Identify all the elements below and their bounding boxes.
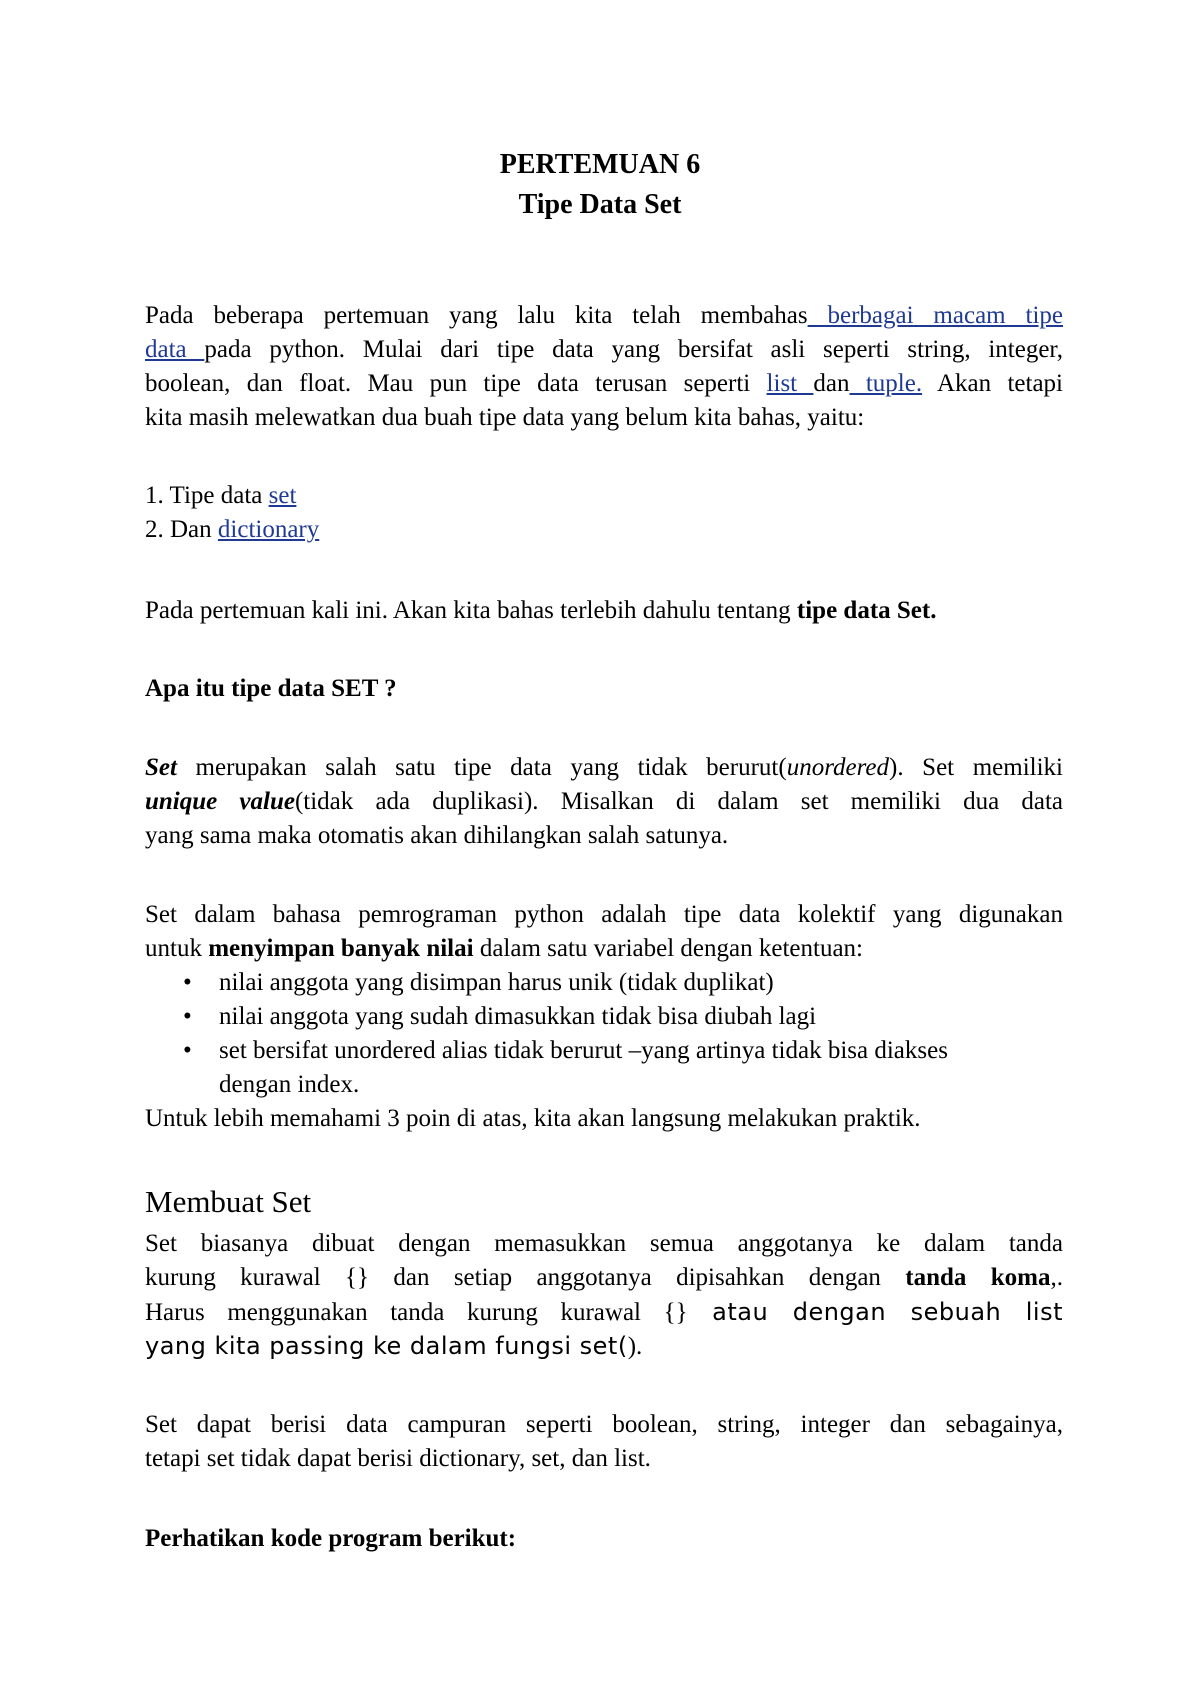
membuat-line-2: [145, 1261, 1063, 1295]
perhatikan-line: [145, 1522, 1063, 1556]
membuat-text: Harus menggunakan tanda kurung kurawal {}: [145, 1299, 688, 1326]
untuk-lebih-paragraph: [145, 1102, 1063, 1136]
untuk-lebih-line: Untuk lebih memahami 3 poin di atas, kita akan langsung melakukan praktik.: [145, 1105, 921, 1132]
intro-paragraph: [145, 299, 1063, 435]
campuran-paragraph: [145, 1408, 1063, 1476]
intro-line-2: [145, 333, 1063, 367]
document-title: PERTEMUAN 6: [499, 149, 701, 180]
link-berbagai-macam-tipe-data[interactable]: berbagai macam tipe: [807, 302, 1063, 329]
definition-text: (tidak ada duplikasi). Misalkan di dalam set memiliki dua data: [294, 788, 1064, 815]
membuat-text: ).: [627, 1333, 643, 1360]
membuat-sans-text: yang kita passing ke dalam fungsi set(: [145, 1332, 628, 1360]
perhatikan-heading: [145, 1522, 1063, 1556]
intro-line-4: kita masih melewatkan dua buah tipe data yang belum kita bahas, yaitu:: [145, 404, 865, 431]
intro-text: dan: [813, 370, 850, 397]
campuran-line-2: tetapi set tidak dapat berisi dictionary, set, dan list.: [145, 1445, 651, 1472]
numbered-item-text: 1. Tipe data: [145, 482, 269, 509]
definition-paragraph: [145, 751, 1063, 853]
kolektif-bold: menyimpan banyak nilai: [208, 935, 474, 962]
bullet-item-3-continued: [145, 1068, 1063, 1102]
set-term: Set: [145, 754, 177, 781]
definition-line-1: [145, 751, 1063, 785]
unordered-term: unordered: [786, 754, 889, 781]
membuat-paragraph: [145, 1227, 1063, 1363]
campuran-line-1: Set dapat berisi data campuran seperti boolean, string, integer dan sebagainya,: [145, 1411, 1063, 1438]
bullet-text: set bersifat unordered alias tidak berurut –yang artinya tidak bisa diakses: [219, 1037, 948, 1064]
kali-ini-paragraph: [145, 594, 1063, 628]
kolektif-line-1: Set dalam bahasa pemrograman python adalah tipe data kolektif yang digunakan: [145, 901, 1063, 928]
kali-ini-line: [145, 594, 1063, 628]
numbered-item-1: [145, 479, 1063, 513]
question-heading-text: Apa itu tipe data SET ?: [145, 675, 397, 702]
definition-text: ). Set memiliki: [889, 754, 1063, 781]
definition-text: merupakan salah satu tipe data yang tidak berurut(: [176, 754, 787, 781]
numbered-item-text: 2. Dan: [145, 516, 218, 543]
kolektif-line-2: [145, 932, 1063, 966]
bullet-text: dengan index.: [219, 1071, 360, 1098]
link-data[interactable]: data: [145, 336, 205, 363]
definition-line-2: [145, 785, 1063, 819]
bullet-text: nilai anggota yang sudah dimasukkan tidak bisa diubah lagi: [219, 1003, 817, 1030]
definition-line-3: yang sama maka otomatis akan dihilangkan salah satunya.: [145, 822, 729, 849]
rules-bullet-list: [145, 966, 1063, 1102]
bullet-text: nilai anggota yang disimpan harus unik (tidak duplikat): [219, 969, 774, 996]
intro-text: boolean, dan float. Mau pun tipe data terusan seperti: [145, 370, 767, 397]
numbered-list: [145, 479, 1063, 547]
kali-ini-text: Pada pertemuan kali ini. Akan kita bahas terlebih dahulu tentang: [145, 597, 797, 624]
membuat-line-4: [145, 1329, 1063, 1363]
bullet-icon: •: [183, 1003, 192, 1030]
question-heading-line: [145, 672, 1063, 706]
membuat-bold: tanda koma: [905, 1264, 1051, 1291]
intro-line-3: [145, 367, 1063, 401]
membuat-text: ,.: [1050, 1264, 1063, 1291]
document-subtitle: Tipe Data Set: [518, 189, 682, 220]
intro-line-1: [145, 299, 1063, 333]
kolektif-text: untuk: [145, 935, 209, 962]
intro-text: Akan tetapi: [922, 370, 1063, 397]
bullet-item-1: [145, 966, 1063, 1000]
membuat-line-1: Set biasanya dibuat dengan memasukkan semua anggotanya ke dalam tanda: [145, 1230, 1063, 1257]
intro-text: pada python. Mulai dari tipe data yang bersifat asli seperti string, integer,: [204, 336, 1063, 363]
link-dictionary[interactable]: dictionary: [217, 516, 320, 543]
bullet-icon: •: [183, 969, 192, 996]
bullet-item-3: [145, 1034, 1063, 1068]
perhatikan-text: Perhatikan kode program berikut:: [145, 1525, 517, 1552]
membuat-set-heading: Membuat Set: [145, 1184, 312, 1219]
link-set[interactable]: set: [268, 482, 297, 509]
membuat-line-3: [145, 1295, 1063, 1329]
numbered-item-2: [145, 513, 1063, 547]
bullet-item-2: [145, 1000, 1063, 1034]
link-list[interactable]: list: [766, 370, 814, 397]
membuat-sans-text: atau dengan sebuah list: [687, 1298, 1064, 1326]
kali-ini-bold: tipe data Set.: [796, 597, 937, 624]
kolektif-paragraph: [145, 898, 1063, 966]
unique-value-term: unique value: [145, 788, 295, 815]
kolektif-text: dalam satu variabel dengan ketentuan:: [473, 935, 863, 962]
link-tuple[interactable]: tuple.: [849, 370, 923, 397]
bullet-icon: •: [183, 1037, 192, 1064]
intro-text: Pada beberapa pertemuan yang lalu kita telah membahas: [145, 302, 808, 329]
question-heading: [145, 672, 1063, 706]
membuat-text: kurung kurawal {} dan setiap anggotanya dipisahkan dengan: [145, 1264, 906, 1291]
